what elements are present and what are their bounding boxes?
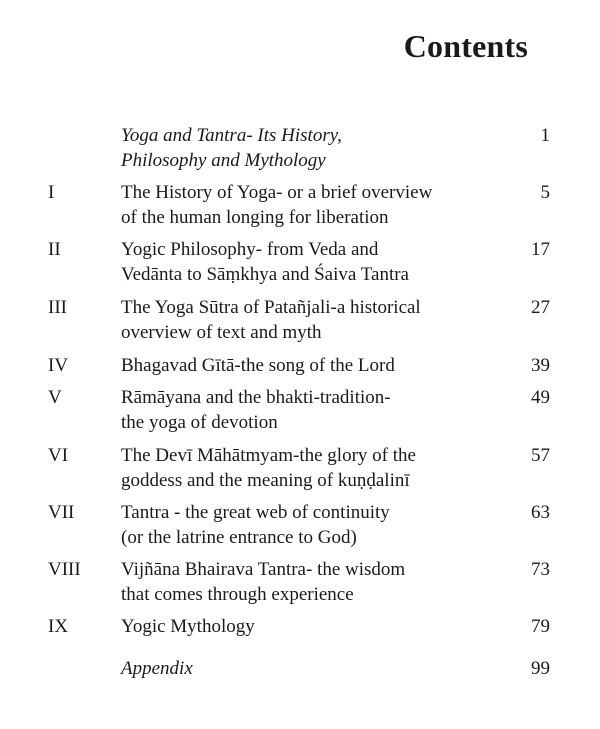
chapter-title — [121, 123, 461, 173]
chapter-title — [121, 443, 461, 493]
page-number: 99 — [531, 658, 550, 679]
page-number: 1 — [540, 125, 550, 146]
chapter-number: IX — [48, 616, 69, 637]
chapter-title — [121, 500, 461, 550]
chapter-title-line: Bhagavad Gītā-the song of the Lord — [121, 355, 395, 376]
page-title: Contents — [403, 28, 528, 64]
chapter-title — [121, 614, 461, 639]
page-number: 57 — [531, 445, 550, 466]
chapter-title-line: overview of text and myth — [121, 322, 322, 343]
chapter-title — [121, 180, 461, 230]
chapter-number: VII — [48, 502, 75, 523]
chapter-title — [121, 557, 461, 607]
chapter-number: I — [48, 182, 55, 203]
chapter-title — [121, 237, 461, 287]
page-number: 17 — [531, 239, 550, 260]
chapter-number: II — [48, 239, 61, 260]
chapter-title-line: Appendix — [121, 658, 193, 679]
chapter-title-line: The History of Yoga- or a brief overview — [121, 182, 433, 203]
chapter-title-line: of the human longing for liberation — [121, 207, 389, 228]
chapter-title-line: The Devī Māhātmyam-the glory of the — [121, 445, 416, 466]
chapter-title — [121, 385, 461, 435]
chapter-title-line: Yoga and Tantra- Its History, — [121, 125, 342, 146]
page-number: 49 — [531, 387, 550, 408]
page-number: 27 — [531, 297, 550, 318]
chapter-title-line: (or the latrine entrance to God) — [121, 527, 357, 548]
chapter-title — [121, 656, 461, 681]
chapter-title-line: Yogic Mythology — [121, 616, 255, 637]
chapter-title-line: that comes through experience — [121, 584, 354, 605]
chapter-title-line: Yogic Philosophy- from Veda and — [121, 239, 379, 260]
page-number: 73 — [531, 559, 550, 580]
chapter-title-line: The Yoga Sūtra of Patañjali-a historical — [121, 297, 421, 318]
chapter-title-line: goddess and the meaning of kuṇḍalinī — [121, 470, 410, 491]
chapter-title-line: the yoga of devotion — [121, 412, 278, 433]
chapter-title-line: Philosophy and Mythology — [121, 150, 326, 171]
chapter-number: VIII — [48, 559, 81, 580]
chapter-title-line: Rāmāyana and the bhakti-tradition- — [121, 387, 391, 408]
chapter-title — [121, 353, 461, 378]
chapter-number: IV — [48, 355, 69, 376]
chapter-title-line: Tantra - the great web of continuity — [121, 502, 390, 523]
chapter-number: III — [48, 297, 67, 318]
chapter-number: V — [48, 387, 62, 408]
page-number: 79 — [531, 616, 550, 637]
page-number: 5 — [540, 182, 550, 203]
chapter-title — [121, 295, 461, 345]
page-number: 63 — [531, 502, 550, 523]
chapter-title-line: Vijñāna Bhairava Tantra- the wisdom — [121, 559, 406, 580]
page-number: 39 — [531, 355, 550, 376]
chapter-number: VI — [48, 445, 69, 466]
chapter-title-line: Vedānta to Sāṃkhya and Śaiva Tantra — [121, 264, 409, 285]
